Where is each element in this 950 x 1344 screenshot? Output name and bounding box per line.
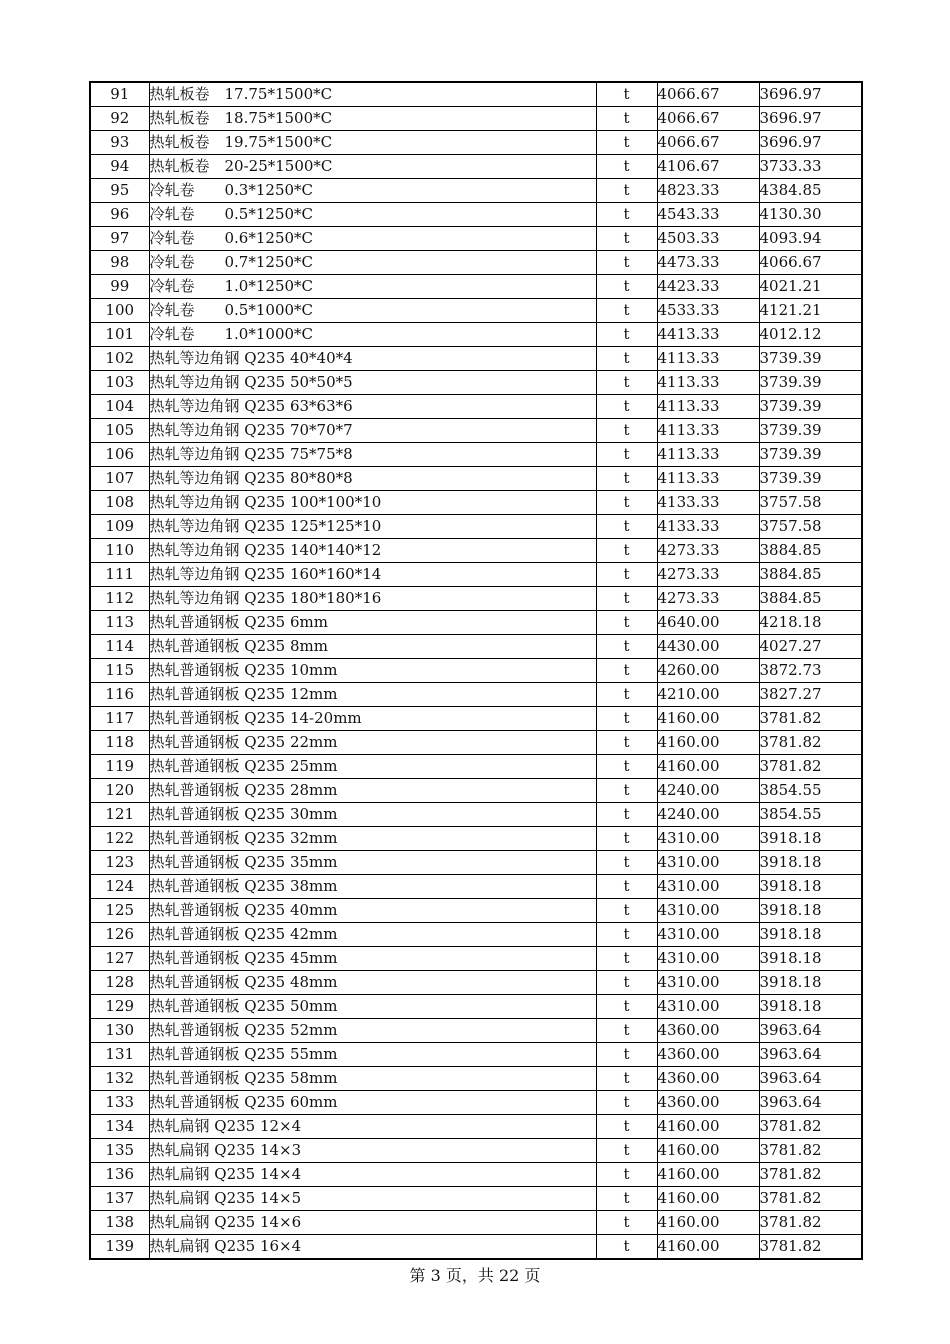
unit-cell: t xyxy=(596,179,657,203)
row-number: 109 xyxy=(90,515,149,539)
unit-cell: t xyxy=(596,1187,657,1211)
material-name: 热轧扁钢 Q235 16×4 xyxy=(149,1235,596,1260)
price-with-tax: 4113.33 xyxy=(657,371,759,395)
row-number: 128 xyxy=(90,971,149,995)
price-with-tax: 4360.00 xyxy=(657,1043,759,1067)
row-number: 104 xyxy=(90,395,149,419)
unit-cell: t xyxy=(596,371,657,395)
row-number: 107 xyxy=(90,467,149,491)
unit-cell: t xyxy=(596,1067,657,1091)
table-row xyxy=(90,1187,862,1211)
price-with-tax: 4823.33 xyxy=(657,179,759,203)
unit-cell: t xyxy=(596,899,657,923)
row-number: 116 xyxy=(90,683,149,707)
price-with-tax: 4413.33 xyxy=(657,323,759,347)
row-number: 136 xyxy=(90,1163,149,1187)
material-name: 热轧等边角钢 Q235 80*80*8 xyxy=(149,467,596,491)
unit-cell: t xyxy=(596,587,657,611)
price-without-tax: 3872.73 xyxy=(759,659,862,683)
material-name: 热轧普通钢板 Q235 30mm xyxy=(149,803,596,827)
price-with-tax: 4240.00 xyxy=(657,779,759,803)
unit-cell: t xyxy=(596,1043,657,1067)
price-with-tax: 4640.00 xyxy=(657,611,759,635)
price-without-tax: 3884.85 xyxy=(759,539,862,563)
row-number: 123 xyxy=(90,851,149,875)
material-name: 热轧板卷 19.75*1500*C xyxy=(149,131,596,155)
price-without-tax: 4012.12 xyxy=(759,323,862,347)
price-with-tax: 4133.33 xyxy=(657,491,759,515)
row-number: 122 xyxy=(90,827,149,851)
price-without-tax: 3918.18 xyxy=(759,995,862,1019)
row-number: 130 xyxy=(90,1019,149,1043)
table-row xyxy=(90,1235,862,1260)
unit-cell: t xyxy=(596,875,657,899)
unit-cell: t xyxy=(596,491,657,515)
table-row xyxy=(90,707,862,731)
table-row xyxy=(90,875,862,899)
table-row xyxy=(90,443,862,467)
table-row xyxy=(90,755,862,779)
price-with-tax: 4066.67 xyxy=(657,131,759,155)
unit-cell: t xyxy=(596,1235,657,1260)
table-row xyxy=(90,971,862,995)
price-without-tax: 3854.55 xyxy=(759,779,862,803)
material-name: 热轧等边角钢 Q235 180*180*16 xyxy=(149,587,596,611)
price-with-tax: 4113.33 xyxy=(657,395,759,419)
table-row xyxy=(90,82,862,107)
table-row xyxy=(90,107,862,131)
material-name: 冷轧卷 0.6*1250*C xyxy=(149,227,596,251)
material-name: 热轧普通钢板 Q235 42mm xyxy=(149,923,596,947)
unit-cell: t xyxy=(596,299,657,323)
price-with-tax: 4473.33 xyxy=(657,251,759,275)
price-without-tax: 3696.97 xyxy=(759,107,862,131)
unit-cell: t xyxy=(596,755,657,779)
row-number: 119 xyxy=(90,755,149,779)
row-number: 93 xyxy=(90,131,149,155)
price-with-tax: 4113.33 xyxy=(657,443,759,467)
price-with-tax: 4066.67 xyxy=(657,107,759,131)
price-without-tax: 4121.21 xyxy=(759,299,862,323)
row-number: 94 xyxy=(90,155,149,179)
material-name: 热轧扁钢 Q235 12×4 xyxy=(149,1115,596,1139)
unit-cell: t xyxy=(596,827,657,851)
price-without-tax: 3739.39 xyxy=(759,347,862,371)
material-name: 热轧普通钢板 Q235 22mm xyxy=(149,731,596,755)
material-name: 热轧板卷 18.75*1500*C xyxy=(149,107,596,131)
material-name: 热轧普通钢板 Q235 52mm xyxy=(149,1019,596,1043)
table-row xyxy=(90,419,862,443)
unit-cell: t xyxy=(596,1211,657,1235)
unit-cell: t xyxy=(596,155,657,179)
material-name: 热轧普通钢板 Q235 6mm xyxy=(149,611,596,635)
row-number: 129 xyxy=(90,995,149,1019)
table-row xyxy=(90,899,862,923)
price-with-tax: 4503.33 xyxy=(657,227,759,251)
price-with-tax: 4160.00 xyxy=(657,1139,759,1163)
price-with-tax: 4240.00 xyxy=(657,803,759,827)
price-with-tax: 4113.33 xyxy=(657,347,759,371)
price-with-tax: 4310.00 xyxy=(657,875,759,899)
material-name: 热轧普通钢板 Q235 38mm xyxy=(149,875,596,899)
table-row xyxy=(90,803,862,827)
material-name: 热轧普通钢板 Q235 55mm xyxy=(149,1043,596,1067)
price-without-tax: 3739.39 xyxy=(759,467,862,491)
price-without-tax: 3739.39 xyxy=(759,395,862,419)
row-number: 95 xyxy=(90,179,149,203)
material-name: 热轧普通钢板 Q235 8mm xyxy=(149,635,596,659)
price-without-tax: 3884.85 xyxy=(759,587,862,611)
table-row xyxy=(90,587,862,611)
price-without-tax: 3696.97 xyxy=(759,82,862,107)
price-with-tax: 4423.33 xyxy=(657,275,759,299)
table-row xyxy=(90,635,862,659)
table-row xyxy=(90,299,862,323)
material-name: 热轧普通钢板 Q235 40mm xyxy=(149,899,596,923)
row-number: 98 xyxy=(90,251,149,275)
price-with-tax: 4310.00 xyxy=(657,899,759,923)
material-name: 热轧普通钢板 Q235 58mm xyxy=(149,1067,596,1091)
row-number: 127 xyxy=(90,947,149,971)
price-with-tax: 4160.00 xyxy=(657,1115,759,1139)
material-name: 热轧普通钢板 Q235 12mm xyxy=(149,683,596,707)
table-row xyxy=(90,131,862,155)
row-number: 137 xyxy=(90,1187,149,1211)
row-number: 120 xyxy=(90,779,149,803)
unit-cell: t xyxy=(596,419,657,443)
price-without-tax: 3696.97 xyxy=(759,131,862,155)
price-with-tax: 4133.33 xyxy=(657,515,759,539)
page-footer: 第 3 页，共 22 页 xyxy=(409,1266,541,1285)
row-number: 101 xyxy=(90,323,149,347)
table-row xyxy=(90,731,862,755)
price-without-tax: 3781.82 xyxy=(759,731,862,755)
row-number: 121 xyxy=(90,803,149,827)
row-number: 112 xyxy=(90,587,149,611)
table-row xyxy=(90,1139,862,1163)
material-name: 热轧扁钢 Q235 14×4 xyxy=(149,1163,596,1187)
price-with-tax: 4273.33 xyxy=(657,587,759,611)
unit-cell: t xyxy=(596,539,657,563)
row-number: 111 xyxy=(90,563,149,587)
price-without-tax: 3781.82 xyxy=(759,1139,862,1163)
table-row xyxy=(90,1163,862,1187)
price-without-tax: 3963.64 xyxy=(759,1091,862,1115)
unit-cell: t xyxy=(596,611,657,635)
row-number: 114 xyxy=(90,635,149,659)
price-with-tax: 4113.33 xyxy=(657,419,759,443)
price-with-tax: 4310.00 xyxy=(657,971,759,995)
unit-cell: t xyxy=(596,1115,657,1139)
row-number: 105 xyxy=(90,419,149,443)
unit-cell: t xyxy=(596,851,657,875)
table-row xyxy=(90,683,862,707)
price-without-tax: 3918.18 xyxy=(759,851,862,875)
price-without-tax: 3918.18 xyxy=(759,947,862,971)
price-with-tax: 4430.00 xyxy=(657,635,759,659)
unit-cell: t xyxy=(596,635,657,659)
table-row xyxy=(90,347,862,371)
table-row xyxy=(90,995,862,1019)
unit-cell: t xyxy=(596,923,657,947)
unit-cell: t xyxy=(596,395,657,419)
material-name: 热轧等边角钢 Q235 63*63*6 xyxy=(149,395,596,419)
row-number: 91 xyxy=(90,82,149,107)
price-with-tax: 4160.00 xyxy=(657,1187,759,1211)
table-row xyxy=(90,227,862,251)
material-name: 热轧等边角钢 Q235 75*75*8 xyxy=(149,443,596,467)
table-row xyxy=(90,923,862,947)
row-number: 132 xyxy=(90,1067,149,1091)
unit-cell: t xyxy=(596,1091,657,1115)
price-without-tax: 3918.18 xyxy=(759,971,862,995)
price-with-tax: 4310.00 xyxy=(657,923,759,947)
price-without-tax: 3918.18 xyxy=(759,923,862,947)
unit-cell: t xyxy=(596,995,657,1019)
price-with-tax: 4160.00 xyxy=(657,707,759,731)
row-number: 103 xyxy=(90,371,149,395)
unit-cell: t xyxy=(596,227,657,251)
price-with-tax: 4543.33 xyxy=(657,203,759,227)
material-name: 热轧普通钢板 Q235 32mm xyxy=(149,827,596,851)
material-name: 热轧普通钢板 Q235 10mm xyxy=(149,659,596,683)
price-with-tax: 4160.00 xyxy=(657,731,759,755)
material-name: 冷轧卷 0.5*1250*C xyxy=(149,203,596,227)
row-number: 125 xyxy=(90,899,149,923)
row-number: 126 xyxy=(90,923,149,947)
table-row xyxy=(90,371,862,395)
price-with-tax: 4310.00 xyxy=(657,947,759,971)
material-name: 热轧普通钢板 Q235 28mm xyxy=(149,779,596,803)
unit-cell: t xyxy=(596,1139,657,1163)
row-number: 92 xyxy=(90,107,149,131)
price-table-body xyxy=(90,82,862,1259)
row-number: 135 xyxy=(90,1139,149,1163)
material-name: 热轧等边角钢 Q235 70*70*7 xyxy=(149,419,596,443)
table-row xyxy=(90,659,862,683)
price-without-tax: 3733.33 xyxy=(759,155,862,179)
material-name: 热轧板卷 17.75*1500*C xyxy=(149,82,596,107)
table-row xyxy=(90,515,862,539)
price-with-tax: 4310.00 xyxy=(657,851,759,875)
row-number: 118 xyxy=(90,731,149,755)
row-number: 96 xyxy=(90,203,149,227)
price-with-tax: 4310.00 xyxy=(657,827,759,851)
unit-cell: t xyxy=(596,731,657,755)
row-number: 99 xyxy=(90,275,149,299)
price-without-tax: 4021.21 xyxy=(759,275,862,299)
table-row xyxy=(90,491,862,515)
table-row xyxy=(90,1115,862,1139)
price-with-tax: 4210.00 xyxy=(657,683,759,707)
unit-cell: t xyxy=(596,275,657,299)
unit-cell: t xyxy=(596,683,657,707)
row-number: 117 xyxy=(90,707,149,731)
row-number: 138 xyxy=(90,1211,149,1235)
material-name: 热轧普通钢板 Q235 14-20mm xyxy=(149,707,596,731)
unit-cell: t xyxy=(596,107,657,131)
material-name: 冷轧卷 1.0*1250*C xyxy=(149,275,596,299)
price-with-tax: 4360.00 xyxy=(657,1091,759,1115)
price-without-tax: 3918.18 xyxy=(759,875,862,899)
unit-cell: t xyxy=(596,947,657,971)
unit-cell: t xyxy=(596,347,657,371)
unit-cell: t xyxy=(596,82,657,107)
unit-cell: t xyxy=(596,707,657,731)
price-without-tax: 3781.82 xyxy=(759,1187,862,1211)
material-name: 热轧等边角钢 Q235 40*40*4 xyxy=(149,347,596,371)
table-row xyxy=(90,275,862,299)
table-row xyxy=(90,251,862,275)
row-number: 110 xyxy=(90,539,149,563)
material-name: 热轧普通钢板 Q235 48mm xyxy=(149,971,596,995)
price-without-tax: 4130.30 xyxy=(759,203,862,227)
row-number: 102 xyxy=(90,347,149,371)
row-number: 97 xyxy=(90,227,149,251)
price-with-tax: 4533.33 xyxy=(657,299,759,323)
price-with-tax: 4160.00 xyxy=(657,1163,759,1187)
table-row xyxy=(90,1019,862,1043)
unit-cell: t xyxy=(596,323,657,347)
material-name: 热轧普通钢板 Q235 45mm xyxy=(149,947,596,971)
price-without-tax: 3963.64 xyxy=(759,1019,862,1043)
price-without-tax: 3781.82 xyxy=(759,1211,862,1235)
material-name: 冷轧卷 0.3*1250*C xyxy=(149,179,596,203)
price-with-tax: 4160.00 xyxy=(657,755,759,779)
price-with-tax: 4260.00 xyxy=(657,659,759,683)
material-name: 热轧普通钢板 Q235 50mm xyxy=(149,995,596,1019)
unit-cell: t xyxy=(596,1163,657,1187)
material-name: 热轧等边角钢 Q235 140*140*12 xyxy=(149,539,596,563)
unit-cell: t xyxy=(596,563,657,587)
material-name: 冷轧卷 0.7*1250*C xyxy=(149,251,596,275)
unit-cell: t xyxy=(596,779,657,803)
table-row xyxy=(90,1091,862,1115)
price-without-tax: 3963.64 xyxy=(759,1043,862,1067)
price-with-tax: 4066.67 xyxy=(657,82,759,107)
material-name: 热轧等边角钢 Q235 50*50*5 xyxy=(149,371,596,395)
price-with-tax: 4160.00 xyxy=(657,1235,759,1260)
table-row xyxy=(90,467,862,491)
price-without-tax: 3757.58 xyxy=(759,491,862,515)
price-with-tax: 4106.67 xyxy=(657,155,759,179)
unit-cell: t xyxy=(596,971,657,995)
table-row xyxy=(90,539,862,563)
row-number: 106 xyxy=(90,443,149,467)
material-name: 热轧等边角钢 Q235 125*125*10 xyxy=(149,515,596,539)
unit-cell: t xyxy=(596,803,657,827)
price-without-tax: 3739.39 xyxy=(759,443,862,467)
price-without-tax: 3918.18 xyxy=(759,827,862,851)
unit-cell: t xyxy=(596,659,657,683)
row-number: 124 xyxy=(90,875,149,899)
material-name: 热轧扁钢 Q235 14×6 xyxy=(149,1211,596,1235)
material-name: 热轧等边角钢 Q235 160*160*14 xyxy=(149,563,596,587)
row-number: 131 xyxy=(90,1043,149,1067)
table-row xyxy=(90,203,862,227)
unit-cell: t xyxy=(596,443,657,467)
price-without-tax: 3963.64 xyxy=(759,1067,862,1091)
price-table xyxy=(89,81,863,1260)
material-name: 热轧扁钢 Q235 14×3 xyxy=(149,1139,596,1163)
table-row xyxy=(90,563,862,587)
unit-cell: t xyxy=(596,131,657,155)
price-with-tax: 4310.00 xyxy=(657,995,759,1019)
price-without-tax: 3781.82 xyxy=(759,755,862,779)
unit-cell: t xyxy=(596,251,657,275)
price-without-tax: 3781.82 xyxy=(759,707,862,731)
price-without-tax: 3781.82 xyxy=(759,1115,862,1139)
price-without-tax: 3884.85 xyxy=(759,563,862,587)
table-row xyxy=(90,779,862,803)
price-with-tax: 4360.00 xyxy=(657,1067,759,1091)
price-without-tax: 3827.27 xyxy=(759,683,862,707)
price-without-tax: 4027.27 xyxy=(759,635,862,659)
price-with-tax: 4160.00 xyxy=(657,1211,759,1235)
material-name: 热轧普通钢板 Q235 25mm xyxy=(149,755,596,779)
row-number: 100 xyxy=(90,299,149,323)
table-row xyxy=(90,1067,862,1091)
price-without-tax: 3918.18 xyxy=(759,899,862,923)
table-row xyxy=(90,827,862,851)
material-name: 热轧扁钢 Q235 14×5 xyxy=(149,1187,596,1211)
price-without-tax: 3781.82 xyxy=(759,1163,862,1187)
material-name: 热轧普通钢板 Q235 60mm xyxy=(149,1091,596,1115)
table-row xyxy=(90,323,862,347)
table-row xyxy=(90,947,862,971)
unit-cell: t xyxy=(596,515,657,539)
row-number: 113 xyxy=(90,611,149,635)
table-row xyxy=(90,851,862,875)
table-row xyxy=(90,395,862,419)
price-without-tax: 3739.39 xyxy=(759,419,862,443)
row-number: 134 xyxy=(90,1115,149,1139)
table-row xyxy=(90,179,862,203)
unit-cell: t xyxy=(596,203,657,227)
material-name: 热轧普通钢板 Q235 35mm xyxy=(149,851,596,875)
table-row xyxy=(90,1211,862,1235)
material-name: 冷轧卷 0.5*1000*C xyxy=(149,299,596,323)
table-row xyxy=(90,611,862,635)
row-number: 133 xyxy=(90,1091,149,1115)
material-name: 热轧等边角钢 Q235 100*100*10 xyxy=(149,491,596,515)
price-without-tax: 3854.55 xyxy=(759,803,862,827)
row-number: 139 xyxy=(90,1235,149,1260)
material-name: 热轧板卷 20-25*1500*C xyxy=(149,155,596,179)
unit-cell: t xyxy=(596,1019,657,1043)
price-with-tax: 4360.00 xyxy=(657,1019,759,1043)
price-with-tax: 4273.33 xyxy=(657,563,759,587)
price-with-tax: 4113.33 xyxy=(657,467,759,491)
price-without-tax: 4066.67 xyxy=(759,251,862,275)
table-row xyxy=(90,1043,862,1067)
row-number: 115 xyxy=(90,659,149,683)
price-without-tax: 4384.85 xyxy=(759,179,862,203)
price-without-tax: 3739.39 xyxy=(759,371,862,395)
price-without-tax: 3757.58 xyxy=(759,515,862,539)
price-without-tax: 4093.94 xyxy=(759,227,862,251)
price-with-tax: 4273.33 xyxy=(657,539,759,563)
table-row xyxy=(90,155,862,179)
price-without-tax: 3781.82 xyxy=(759,1235,862,1260)
price-without-tax: 4218.18 xyxy=(759,611,862,635)
material-name: 冷轧卷 1.0*1000*C xyxy=(149,323,596,347)
row-number: 108 xyxy=(90,491,149,515)
unit-cell: t xyxy=(596,467,657,491)
